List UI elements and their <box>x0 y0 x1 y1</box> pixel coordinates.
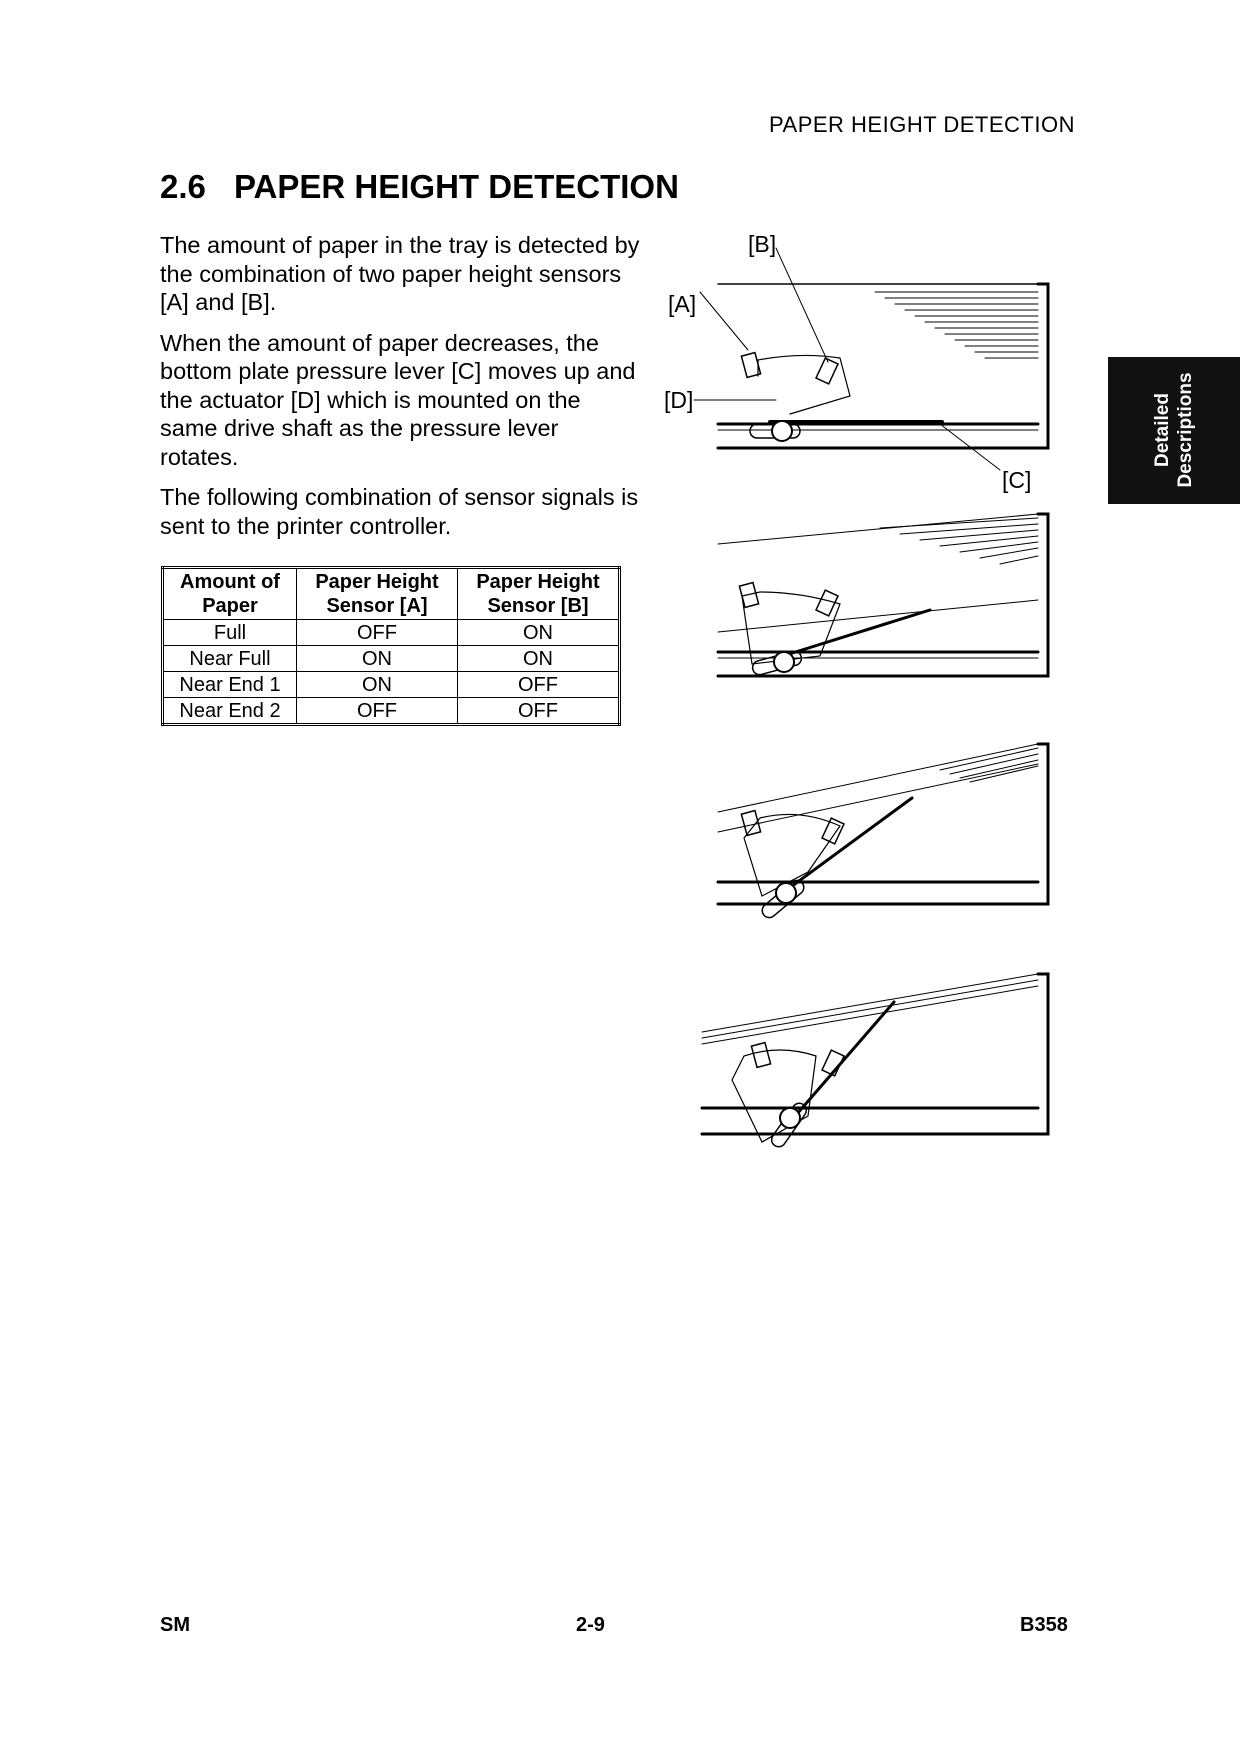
label-c: [C] <box>1002 467 1032 493</box>
side-tab-line-2: Descriptions <box>1175 372 1196 488</box>
table-header-cell: Amount of Paper <box>163 568 297 620</box>
table-cell: Near End 1 <box>163 672 297 698</box>
section-number: 2.6 <box>160 168 206 205</box>
paragraph-2: When the amount of paper decreases, the bottom plate pressure lever [C] moves up and the actuator [D] which is mounted on the same drive shaft as the pressure lever rotates. <box>160 329 636 470</box>
table-cell: OFF <box>458 672 620 698</box>
label-b: [B] <box>748 231 777 257</box>
label-a: [A] <box>668 291 697 317</box>
table-header-cell: Paper Height Sensor [B] <box>458 568 620 620</box>
label-d: [D] <box>664 387 694 413</box>
diagram-near-end-2 <box>702 974 1048 1149</box>
table-cell: OFF <box>297 620 458 646</box>
table-cell: ON <box>297 672 458 698</box>
running-header: PAPER HEIGHT DETECTION <box>768 112 1075 137</box>
table-cell: OFF <box>458 698 620 725</box>
table-cell: OFF <box>297 698 458 725</box>
diagram-near-end-1 <box>718 744 1048 920</box>
table-cell: Full <box>163 620 297 646</box>
side-tab-line-1: Detailed <box>1152 393 1173 467</box>
paragraph-1: The amount of paper in the tray is detected by the combination of two paper height sensors [A] and [B]. <box>160 232 640 315</box>
paragraph-3: The following combination of sensor signals is sent to the printer controller. <box>160 484 639 539</box>
footer-left: SM <box>160 1614 190 1636</box>
table-cell: Near End 2 <box>163 698 297 725</box>
table-cell: ON <box>458 620 620 646</box>
footer-page-number: 2-9 <box>576 1614 605 1636</box>
table-cell: ON <box>458 646 620 672</box>
diagram-full <box>694 248 1048 470</box>
section-title-text: PAPER HEIGHT DETECTION <box>234 168 679 205</box>
table-cell: Near Full <box>163 646 297 672</box>
table-cell: ON <box>297 646 458 672</box>
diagram-near-full <box>718 514 1048 676</box>
footer-right: B358 <box>1020 1614 1068 1636</box>
table-header-cell: Paper Height Sensor [A] <box>297 568 458 620</box>
